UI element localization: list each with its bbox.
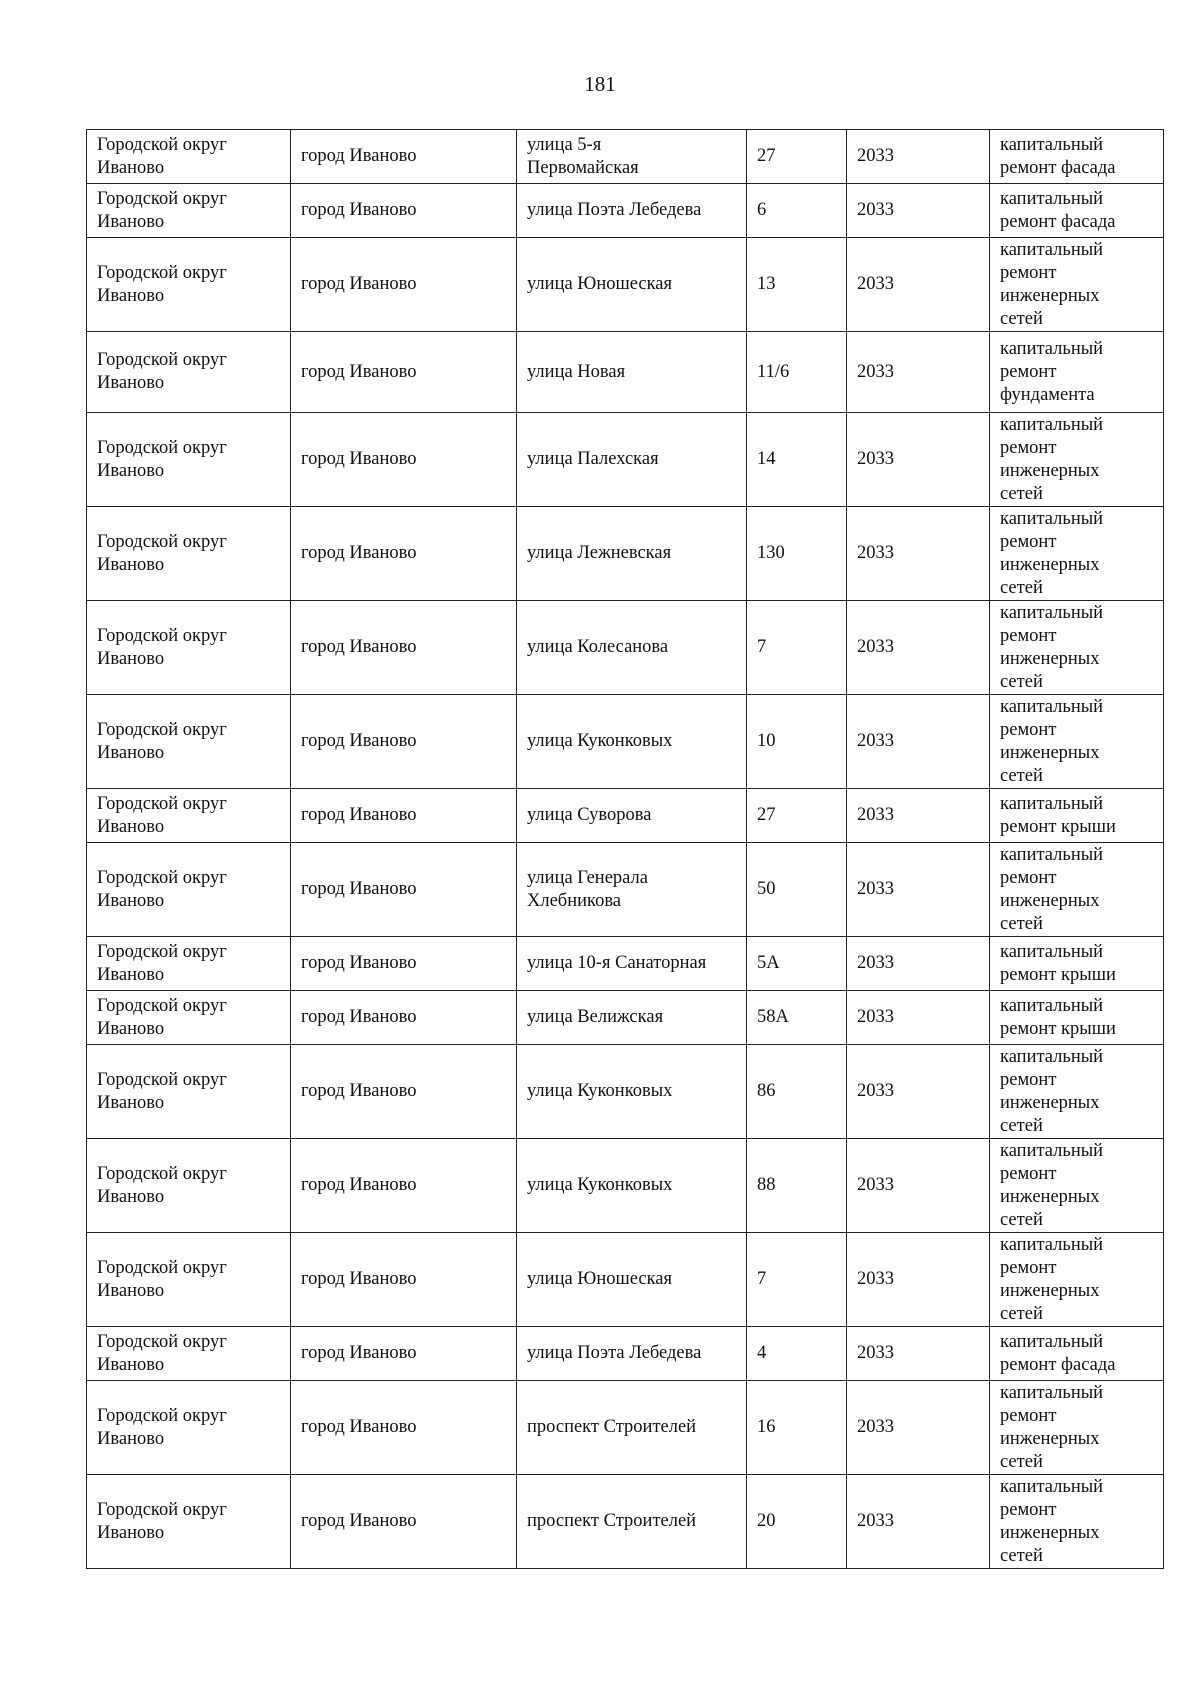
- street-cell: улица Юношеская: [517, 238, 747, 332]
- work-type-cell: капитальный ремонт инженерных сетей: [990, 843, 1164, 937]
- district-cell: Городской округ Иваново: [87, 1381, 291, 1475]
- district-cell: Городской округ Иваново: [87, 991, 291, 1045]
- table-row: [87, 1045, 1164, 1139]
- district-cell: Городской округ Иваново: [87, 1233, 291, 1327]
- work-type-cell: капитальный ремонт инженерных сетей: [990, 238, 1164, 332]
- district-cell: Городской округ Иваново: [87, 130, 291, 184]
- year-cell: 2033: [847, 1045, 990, 1139]
- year-cell: 2033: [847, 332, 990, 413]
- work-type-cell: капитальный ремонт фундамента: [990, 332, 1164, 413]
- work-type-cell: капитальный ремонт фасада: [990, 1327, 1164, 1381]
- street-cell: улица 5-я Первомайская: [517, 130, 747, 184]
- street-cell: улица Поэта Лебедева: [517, 1327, 747, 1381]
- city-cell: город Иваново: [291, 789, 517, 843]
- city-cell: город Иваново: [291, 184, 517, 238]
- city-cell: город Иваново: [291, 695, 517, 789]
- table-row: [87, 413, 1164, 507]
- work-type-cell: капитальный ремонт инженерных сетей: [990, 1139, 1164, 1233]
- house-cell: 130: [747, 507, 847, 601]
- year-cell: 2033: [847, 238, 990, 332]
- house-cell: 88: [747, 1139, 847, 1233]
- table-row: [87, 507, 1164, 601]
- year-cell: 2033: [847, 130, 990, 184]
- year-cell: 2033: [847, 1233, 990, 1327]
- table-row: [87, 1381, 1164, 1475]
- district-cell: Городской округ Иваново: [87, 507, 291, 601]
- table-row: [87, 1475, 1164, 1569]
- year-cell: 2033: [847, 601, 990, 695]
- house-cell: 5А: [747, 937, 847, 991]
- district-cell: Городской округ Иваново: [87, 1475, 291, 1569]
- district-cell: Городской округ Иваново: [87, 332, 291, 413]
- year-cell: 2033: [847, 991, 990, 1045]
- house-cell: 14: [747, 413, 847, 507]
- year-cell: 2033: [847, 1139, 990, 1233]
- city-cell: город Иваново: [291, 601, 517, 695]
- city-cell: город Иваново: [291, 843, 517, 937]
- year-cell: 2033: [847, 413, 990, 507]
- house-cell: 86: [747, 1045, 847, 1139]
- house-cell: 50: [747, 843, 847, 937]
- district-cell: Городской округ Иваново: [87, 1045, 291, 1139]
- house-cell: 16: [747, 1381, 847, 1475]
- work-type-cell: капитальный ремонт инженерных сетей: [990, 1045, 1164, 1139]
- year-cell: 2033: [847, 1327, 990, 1381]
- work-type-cell: капитальный ремонт инженерных сетей: [990, 1381, 1164, 1475]
- street-cell: улица Велижская: [517, 991, 747, 1045]
- street-cell: проспект Строителей: [517, 1475, 747, 1569]
- work-type-cell: капитальный ремонт инженерных сетей: [990, 507, 1164, 601]
- work-type-cell: капитальный ремонт инженерных сетей: [990, 1233, 1164, 1327]
- work-type-cell: капитальный ремонт инженерных сетей: [990, 1475, 1164, 1569]
- page-number: 181: [584, 72, 616, 96]
- repair-schedule-table: [86, 129, 1164, 1569]
- house-cell: 13: [747, 238, 847, 332]
- house-cell: 7: [747, 1233, 847, 1327]
- work-type-cell: капитальный ремонт крыши: [990, 789, 1164, 843]
- year-cell: 2033: [847, 695, 990, 789]
- city-cell: город Иваново: [291, 507, 517, 601]
- year-cell: 2033: [847, 1381, 990, 1475]
- city-cell: город Иваново: [291, 1139, 517, 1233]
- house-cell: 11/6: [747, 332, 847, 413]
- city-cell: город Иваново: [291, 1233, 517, 1327]
- work-type-cell: капитальный ремонт крыши: [990, 937, 1164, 991]
- district-cell: Городской округ Иваново: [87, 1139, 291, 1233]
- year-cell: 2033: [847, 937, 990, 991]
- house-cell: 6: [747, 184, 847, 238]
- street-cell: улица Лежневская: [517, 507, 747, 601]
- street-cell: улица Юношеская: [517, 1233, 747, 1327]
- house-cell: 58А: [747, 991, 847, 1045]
- work-type-cell: капитальный ремонт инженерных сетей: [990, 695, 1164, 789]
- city-cell: город Иваново: [291, 1475, 517, 1569]
- work-type-cell: капитальный ремонт фасада: [990, 130, 1164, 184]
- city-cell: город Иваново: [291, 937, 517, 991]
- city-cell: город Иваново: [291, 1381, 517, 1475]
- city-cell: город Иваново: [291, 991, 517, 1045]
- table-row: [87, 695, 1164, 789]
- district-cell: Городской округ Иваново: [87, 184, 291, 238]
- year-cell: 2033: [847, 843, 990, 937]
- street-cell: улица Генерала Хлебникова: [517, 843, 747, 937]
- city-cell: город Иваново: [291, 1327, 517, 1381]
- year-cell: 2033: [847, 184, 990, 238]
- district-cell: Городской округ Иваново: [87, 413, 291, 507]
- table-row: [87, 843, 1164, 937]
- work-type-cell: капитальный ремонт инженерных сетей: [990, 413, 1164, 507]
- house-cell: 27: [747, 789, 847, 843]
- table-row: [87, 1327, 1164, 1381]
- year-cell: 2033: [847, 507, 990, 601]
- house-cell: 20: [747, 1475, 847, 1569]
- table-row: [87, 130, 1164, 184]
- table-row: [87, 789, 1164, 843]
- table-row: [87, 937, 1164, 991]
- table-row: [87, 238, 1164, 332]
- city-cell: город Иваново: [291, 238, 517, 332]
- street-cell: проспект Строителей: [517, 1381, 747, 1475]
- district-cell: Городской округ Иваново: [87, 843, 291, 937]
- street-cell: улица Куконковых: [517, 695, 747, 789]
- work-type-cell: капитальный ремонт крыши: [990, 991, 1164, 1045]
- district-cell: Городской округ Иваново: [87, 601, 291, 695]
- city-cell: город Иваново: [291, 1045, 517, 1139]
- street-cell: улица 10-я Санаторная: [517, 937, 747, 991]
- house-cell: 4: [747, 1327, 847, 1381]
- city-cell: город Иваново: [291, 130, 517, 184]
- table-row: [87, 1233, 1164, 1327]
- street-cell: улица Куконковых: [517, 1045, 747, 1139]
- table-row: [87, 601, 1164, 695]
- year-cell: 2033: [847, 1475, 990, 1569]
- district-cell: Городской округ Иваново: [87, 1327, 291, 1381]
- street-cell: улица Куконковых: [517, 1139, 747, 1233]
- district-cell: Городской округ Иваново: [87, 695, 291, 789]
- table-row: [87, 991, 1164, 1045]
- street-cell: улица Новая: [517, 332, 747, 413]
- street-cell: улица Палехская: [517, 413, 747, 507]
- table-row: [87, 184, 1164, 238]
- work-type-cell: капитальный ремонт инженерных сетей: [990, 601, 1164, 695]
- table-row: [87, 332, 1164, 413]
- street-cell: улица Колесанова: [517, 601, 747, 695]
- house-cell: 7: [747, 601, 847, 695]
- district-cell: Городской округ Иваново: [87, 789, 291, 843]
- house-cell: 27: [747, 130, 847, 184]
- year-cell: 2033: [847, 789, 990, 843]
- street-cell: улица Поэта Лебедева: [517, 184, 747, 238]
- work-type-cell: капитальный ремонт фасада: [990, 184, 1164, 238]
- district-cell: Городской округ Иваново: [87, 238, 291, 332]
- city-cell: город Иваново: [291, 413, 517, 507]
- city-cell: город Иваново: [291, 332, 517, 413]
- table-row: [87, 1139, 1164, 1233]
- street-cell: улица Суворова: [517, 789, 747, 843]
- house-cell: 10: [747, 695, 847, 789]
- district-cell: Городской округ Иваново: [87, 937, 291, 991]
